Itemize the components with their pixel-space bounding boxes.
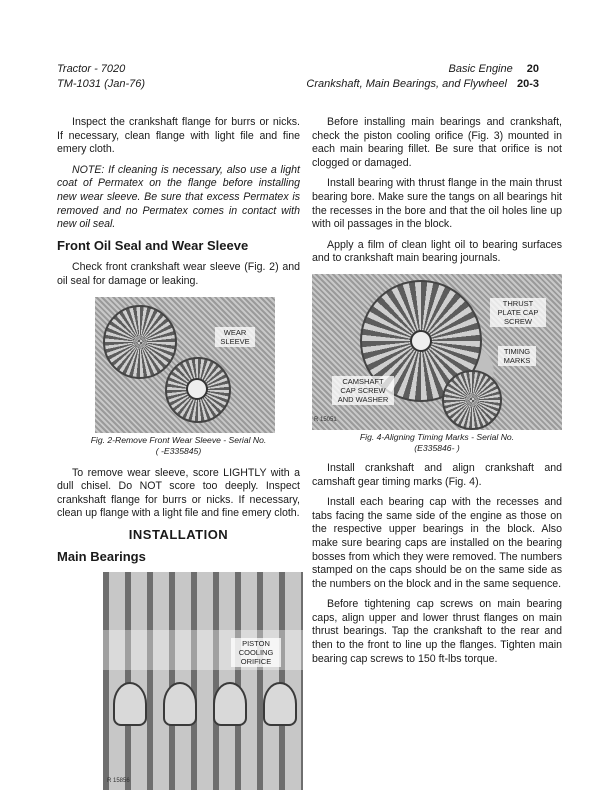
paragraph: Install bearing with thrust flange in the main thrust bearing bore. Make sure the tangs on all bearings hit the recesses in the bore and that the oil holes line up with oil passages in the block.	[312, 177, 562, 231]
page-number: 20-3	[516, 78, 539, 90]
page-header-right	[306, 62, 539, 92]
manual-id: TM-1031 (Jan-76)	[57, 78, 146, 90]
section-number: 20	[526, 63, 539, 75]
camshaft-cap-screw-label: CAMSHAFT CAP SCREW AND WASHER	[332, 376, 394, 405]
subsection-title: Crankshaft, Main Bearings, and Flywheel	[306, 78, 507, 90]
heading-main-bearings: Main Bearings	[57, 548, 146, 564]
figure-4-caption	[312, 432, 562, 454]
figure-2-photo	[95, 297, 275, 433]
section-title: Basic Engine	[448, 63, 513, 75]
manual-title: Tractor - 7020	[57, 63, 126, 75]
crankshaft-gear-shape	[442, 370, 502, 430]
paragraph: Check front crankshaft wear sleeve (Fig. 2) and oil seal for damage or leaking.	[57, 261, 300, 287]
caption-line: Fig. 4-Aligning Timing Marks - Serial No.	[359, 431, 515, 442]
wear-sleeve-label: WEAR SLEEVE	[215, 327, 255, 347]
paragraph: To remove wear sleeve, score LIGHTLY with a dull chisel. Do NOT score too deeply. Inspect crankshaft flange for burrs or nicks. If necessary, clean up flange with a light file and fine emery cloth.	[57, 466, 300, 520]
paragraph: Install each bearing cap with the recesses and tabs facing the same side of the engine as those on the respective upper bearings in the block. Also make sure bearing caps are installed on the bearing bosses from which they were removed. The numbers stamped on the caps should be on the same side as the numbers on the block and in the same sequence.	[312, 496, 562, 590]
note-paragraph: NOTE: If cleaning is necessary, also use a light coat of Permatex on the flange before installing new wear sleeve. Be sure that excess Permatex is removed and no Permatex comes in contact with new oil seal.	[57, 163, 300, 231]
paragraph: Before tightening cap screws on main bearing caps, align upper and lower thrust flanges on main thrust bearings. Tap the crankshaft to the rear and then to the front to line up the flanges. Tighten main bearing cap screws to 150 ft-lbs torque.	[312, 598, 562, 665]
caption-line: (E335846- )	[414, 442, 460, 453]
figure-3-photo	[103, 572, 303, 790]
caption-line: ( -E335845)	[155, 445, 202, 456]
bearing-bore	[213, 682, 247, 726]
subsection-line	[306, 77, 539, 92]
bearing-bore	[113, 682, 147, 726]
bearing-bore	[163, 682, 197, 726]
timing-marks-label: TIMING MARKS	[498, 346, 536, 366]
paragraph: Apply a film of clean light oil to bearing surfaces and to crankshaft main bearing journals.	[312, 238, 562, 265]
photo-mark: R 15856	[107, 777, 130, 784]
heading-installation: INSTALLATION	[128, 526, 229, 542]
paragraph: Inspect the crankshaft flange for burrs or nicks. If necessary, clean flange with light file and fine emery cloth.	[57, 116, 300, 156]
thrust-plate-label: THRUST PLATE CAP SCREW	[490, 298, 546, 327]
section-line	[306, 62, 539, 77]
heading-front-oil-seal: Front Oil Seal and Wear Sleeve	[57, 237, 249, 253]
seal-hub	[186, 378, 208, 400]
photo-mark: R 15051	[314, 417, 337, 424]
page-header-left	[57, 62, 145, 92]
caption-line: Fig. 2-Remove Front Wear Sleeve - Serial No.	[90, 434, 267, 445]
figure-2-caption	[57, 435, 300, 457]
right-column	[312, 116, 562, 673]
bearing-bore	[263, 682, 297, 726]
gear-hub	[410, 330, 432, 352]
left-column	[57, 116, 300, 790]
paragraph: Before installing main bearings and crankshaft, check the piston cooling orifice (Fig. 3) mounted in each main bearing fillet. Be sure that orifice is not clogged or damaged.	[312, 116, 562, 169]
figure-4-photo	[312, 274, 562, 430]
paragraph: Install crankshaft and align crankshaft and camshaft gear timing marks (Fig. 4).	[312, 461, 562, 488]
gear-shape	[103, 305, 177, 379]
piston-cooling-orifice-label: PISTON COOLING ORIFICE	[231, 638, 281, 667]
